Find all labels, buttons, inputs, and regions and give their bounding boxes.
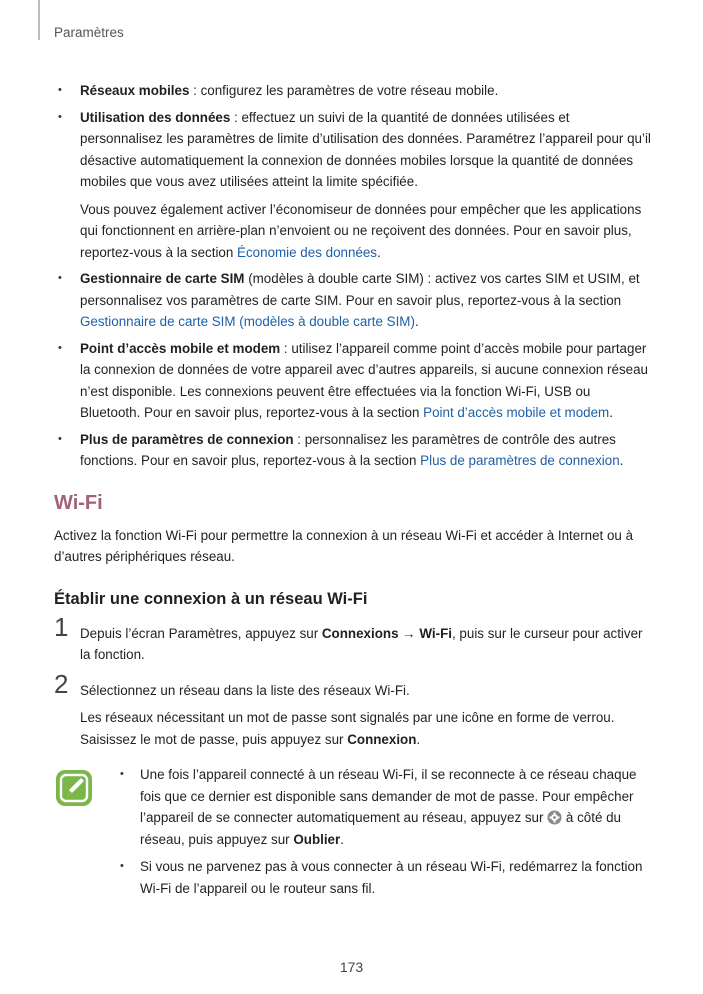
data-saver-text: Vous pouvez également activer l’économiseur de données pour empêcher que les applications qui fonctionnent en arrière-plan n’envoient ou ne reçoivent des données. Pour en savoir plus, reportez-vous à la section	[80, 201, 642, 260]
step-number: 1	[54, 611, 69, 642]
data-saver-end: .	[377, 244, 381, 260]
step-1-arrow: →	[398, 625, 420, 641]
wifi-intro: Activez la fonction Wi-Fi pour permettre la connexion à un réseau Wi-Fi et accéder à Internet ou à d’autres périphériques réseau.	[54, 527, 634, 564]
note-list	[120, 764, 654, 899]
note-item-restart: • Si vous ne parvenez pas à vous connecter à un réseau Wi-Fi, redémarrez la fonction Wi-Fi de l’appareil ou le routeur sans fil.	[120, 856, 654, 899]
note-1-post: à côté du réseau, puis appuyez sur	[140, 810, 622, 847]
desc-mobile-networks: : configurez les paramètres de votre réseau mobile.	[189, 83, 499, 98]
note-item-reconnect	[120, 764, 654, 850]
term-sim-manager: Gestionnaire de carte SIM	[80, 271, 245, 286]
term-data-usage: Utilisation des données	[80, 109, 231, 125]
sim-manager-end: .	[414, 314, 419, 329]
step-2-sub-pre: Les réseaux nécessitant un mot de passe sont signalés par une icône en forme de verrou. Saisissez le mot de passe, puis appuyez sur	[80, 710, 615, 747]
data-saver-paragraph	[80, 199, 654, 264]
link-more-connection-settings[interactable]: Plus de paramètres de connexion	[420, 453, 620, 468]
term-more-connection-settings: Plus de paramètres de connexion	[80, 431, 294, 447]
link-data-saver[interactable]: Économie des données	[237, 244, 378, 260]
step-number: 2	[54, 668, 69, 699]
list-item-data-usage	[54, 107, 654, 264]
note-1-pre: Une fois l’appareil connecté à un réseau Wi-Fi, il se reconnecte à ce réseau chaque fois que ce dernier est disponible sans demander de mot de passe. Pour empêcher l’appareil de se connecter automatiquement au réseau, appuyez sur	[140, 767, 637, 825]
header-divider	[38, 0, 40, 40]
step-2-text: Sélectionnez un réseau dans la liste des réseaux Wi-Fi.	[80, 682, 410, 698]
step-1-pre: Depuis l’écran Paramètres, appuyez sur	[80, 625, 322, 641]
step-1-connexions: Connexions	[321, 625, 399, 641]
page-header-title: Paramètres	[54, 25, 124, 40]
note-pencil-icon	[54, 768, 94, 808]
section-title-wifi: Wi-Fi	[54, 491, 103, 514]
step-1-post: , puis sur le curseur pour activer la fonction.	[80, 625, 643, 662]
step-1	[54, 611, 654, 666]
subsection-title-connect: Établir une connexion à un réseau Wi-Fi	[54, 589, 368, 608]
desc-more-connection-settings: : personnalisez les paramètres de contrôle des autres fonctions. Pour en savoir plus, reportez-vous à la section	[80, 431, 616, 468]
step-2-subtext	[80, 707, 654, 750]
desc-data-usage: : effectuez un suivi de la quantité de données utilisées et personnalisez les paramètres de limite d’utilisation des données. Paramétrez l’appareil pour qu’il désactive automatiquement la connexion de données mobiles lorsque la quantité de données mobiles que vous avez utilisées atteint la limite spécifiée.	[80, 109, 651, 189]
term-hotspot: Point d’accès mobile et modem	[80, 340, 281, 356]
settings-list	[54, 80, 654, 472]
step-2-connexion: Connexion	[347, 731, 417, 747]
step-2	[54, 668, 654, 751]
step-2-sub-end: .	[416, 731, 421, 747]
step-1-wifi: Wi-Fi	[419, 625, 452, 641]
term-mobile-networks: Réseaux mobiles	[80, 83, 190, 98]
page-number: 173	[339, 959, 364, 975]
more-connection-settings-end: .	[619, 453, 624, 468]
gear-icon	[547, 810, 562, 825]
note-1-forget: Oublier	[293, 831, 341, 847]
page-content	[54, 80, 654, 905]
link-sim-manager[interactable]: Gestionnaire de carte SIM (modèles à double carte SIM)	[80, 314, 415, 329]
hotspot-end: .	[609, 405, 613, 420]
list-item-mobile-networks	[54, 80, 654, 102]
step-1-text	[80, 623, 654, 666]
note-box	[54, 764, 654, 899]
desc-sim-manager: (modèles à double carte SIM) : activez vos cartes SIM et USIM, et personnalisez vos paramètres de carte SIM. Pour en savoir plus, reportez-vous à la section	[80, 271, 640, 308]
list-item-hotspot	[54, 338, 654, 424]
link-hotspot[interactable]: Point d’accès mobile et modem	[423, 405, 610, 420]
note-1-end: .	[340, 831, 344, 847]
desc-hotspot: : utilisez l’appareil comme point d’accès mobile pour partager la connexion de données de votre appareil avec d’autres appareils, si aucune connexion réseau n’est disponible. Les connexions peuvent être effectuées via la fonction Wi-Fi, USB ou Bluetooth. Pour en savoir plus, reportez-vous à la section	[80, 340, 648, 420]
list-item-more-connection-settings	[54, 429, 654, 472]
list-item-sim-manager	[54, 268, 654, 333]
